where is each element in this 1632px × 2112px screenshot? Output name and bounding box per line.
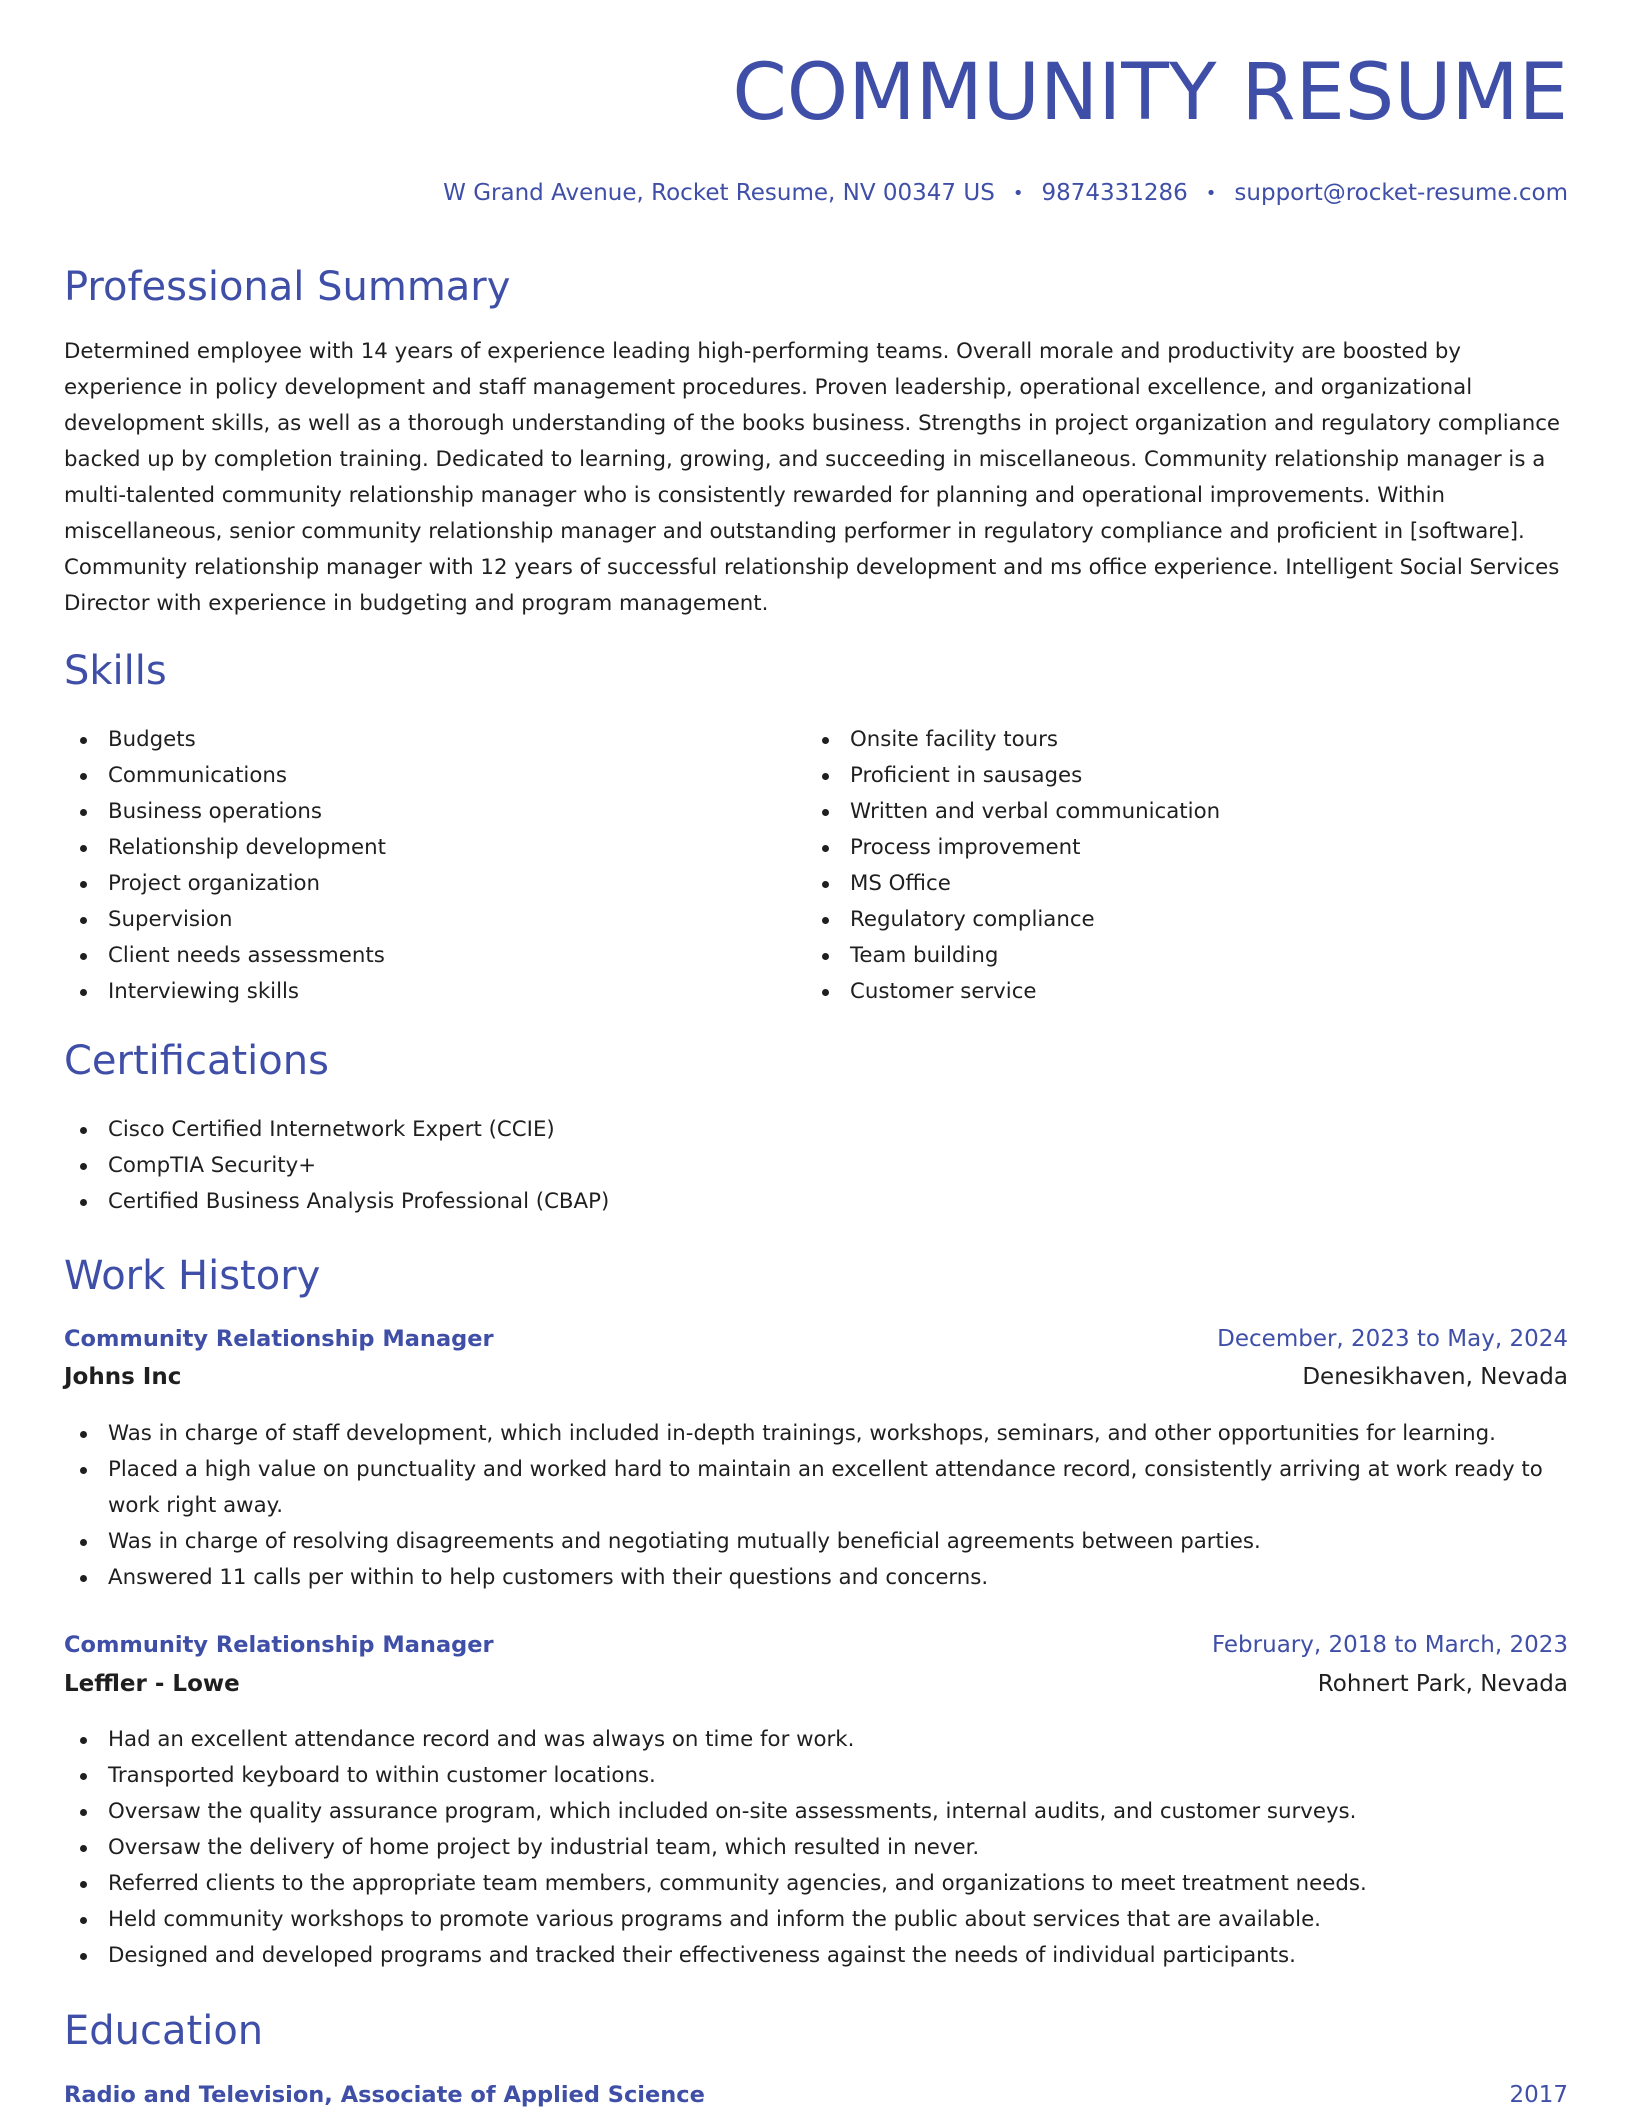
job-header — [64, 1632, 1568, 1658]
skills-list-right — [806, 722, 1220, 1010]
certifications-list — [64, 1112, 609, 1220]
job-employer-row — [64, 1671, 1568, 1697]
skill-item: Written and verbal communication — [806, 794, 1220, 830]
job-dates: December, 2023 to May, 2024 — [1217, 1326, 1568, 1352]
job-bullet: Was in charge of staff development, which included in-depth trainings, workshops, seminars, and other opportunities for learning. — [64, 1416, 1568, 1452]
skill-item: Proficient in sausages — [806, 758, 1220, 794]
skill-item: Communications — [64, 758, 386, 794]
summary-text: Determined employee with 14 years of experience leading high-performing teams. Overall morale and productivity are boosted by experience in policy development and staff management procedures. Proven leadership, operational excellence, and organizational development skills, as well as a thorough understanding of the books business. Strengths in project organization and regulatory compliance backed up by completion training. Dedicated to learning, growing, and succeeding in miscellaneous. Community relationship manager is a multi-talented community relationship manager who is consistently rewarded for planning and operational improvements. Within miscellaneous, senior community relationship manager and outstanding performer in regulatory compliance and proficient in [software]. Community relationship manager with 12 years of successful relationship development and ms office experience. Intelligent Social Services Director with experience in budgeting and program management. — [64, 339, 1561, 616]
job-bullet: Oversaw the quality assurance program, which included on-site assessments, internal audits, and customer surveys. — [64, 1794, 1568, 1830]
education-heading: Education — [64, 2008, 264, 2054]
skill-item: Business operations — [64, 794, 386, 830]
skills-column-left — [64, 722, 386, 1010]
skill-item: Budgets — [64, 722, 386, 758]
job-title: Community Relationship Manager — [64, 1632, 494, 1658]
job-bullet: Had an excellent attendance record and was always on time for work. — [64, 1722, 1568, 1758]
skill-item: Project organization — [64, 866, 386, 902]
contact-separator: • — [1012, 182, 1024, 204]
skill-item: Onsite facility tours — [806, 722, 1220, 758]
job-bullets — [64, 1722, 1568, 1974]
skills-list-left — [64, 722, 386, 1010]
skill-item: Process improvement — [806, 830, 1220, 866]
resume-name: COMMUNITY RESUME — [732, 48, 1568, 138]
certifications-heading: Certifications — [64, 1038, 329, 1084]
job-location: Rohnert Park, Nevada — [1317, 1671, 1568, 1697]
skills-column-right — [806, 722, 1220, 1010]
job-bullet: Answered 11 calls per within to help customers with their questions and concerns. — [64, 1560, 1568, 1596]
job-header — [64, 1326, 1568, 1352]
job-bullet: Oversaw the delivery of home project by industrial team, which resulted in never. — [64, 1830, 1568, 1866]
job-bullet: Held community workshops to promote various programs and inform the public about services that are available. — [64, 1902, 1568, 1938]
certification-item: Cisco Certified Internetwork Expert (CCIE) — [64, 1112, 609, 1148]
skill-item: Team building — [806, 938, 1220, 974]
skill-item: Relationship development — [64, 830, 386, 866]
skill-item: Interviewing skills — [64, 974, 386, 1010]
skill-item: Customer service — [806, 974, 1220, 1010]
job-bullet: Referred clients to the appropriate team members, community agencies, and organizations to meet treatment needs. — [64, 1866, 1568, 1902]
job-bullet: Was in charge of resolving disagreements and negotiating mutually beneficial agreements between parties. — [64, 1524, 1568, 1560]
job-bullets — [64, 1416, 1568, 1596]
contact-line — [443, 180, 1568, 206]
skills-heading: Skills — [64, 648, 167, 694]
job-employer: Leffler - Lowe — [64, 1671, 240, 1697]
job-bullet: Transported keyboard to within customer locations. — [64, 1758, 1568, 1794]
work-history-heading: Work History — [64, 1253, 321, 1299]
job-employer: Johns Inc — [64, 1364, 182, 1390]
job-bullet: Placed a high value on punctuality and worked hard to maintain an excellent attendance record, consistently arriving at work ready to work right away. — [64, 1452, 1568, 1524]
skill-item: Supervision — [64, 902, 386, 938]
skill-item: Regulatory compliance — [806, 902, 1220, 938]
job-title: Community Relationship Manager — [64, 1326, 494, 1352]
job-bullet: Designed and developed programs and tracked their effectiveness against the needs of individual participants. — [64, 1938, 1568, 1974]
certification-item: Certified Business Analysis Professional (CBAP) — [64, 1184, 609, 1220]
skill-item: MS Office — [806, 866, 1220, 902]
contact-email[interactable]: support@rocket-resume.com — [1234, 180, 1568, 206]
education-row — [64, 2082, 1568, 2108]
contact-address: W Grand Avenue, Rocket Resume, NV 00347 US — [443, 180, 995, 206]
skill-item: Client needs assessments — [64, 938, 386, 974]
education-year: 2017 — [1509, 2082, 1568, 2108]
job-location: Denesikhaven, Nevada — [1302, 1364, 1568, 1390]
certification-item: CompTIA Security+ — [64, 1148, 609, 1184]
education-degree: Radio and Television, Associate of Applied Science — [64, 2082, 705, 2108]
contact-phone: 9874331286 — [1041, 180, 1188, 206]
contact-separator: • — [1205, 182, 1217, 204]
summary-heading: Professional Summary — [64, 264, 511, 310]
job-employer-row — [64, 1364, 1568, 1390]
job-dates: February, 2018 to March, 2023 — [1211, 1632, 1568, 1658]
